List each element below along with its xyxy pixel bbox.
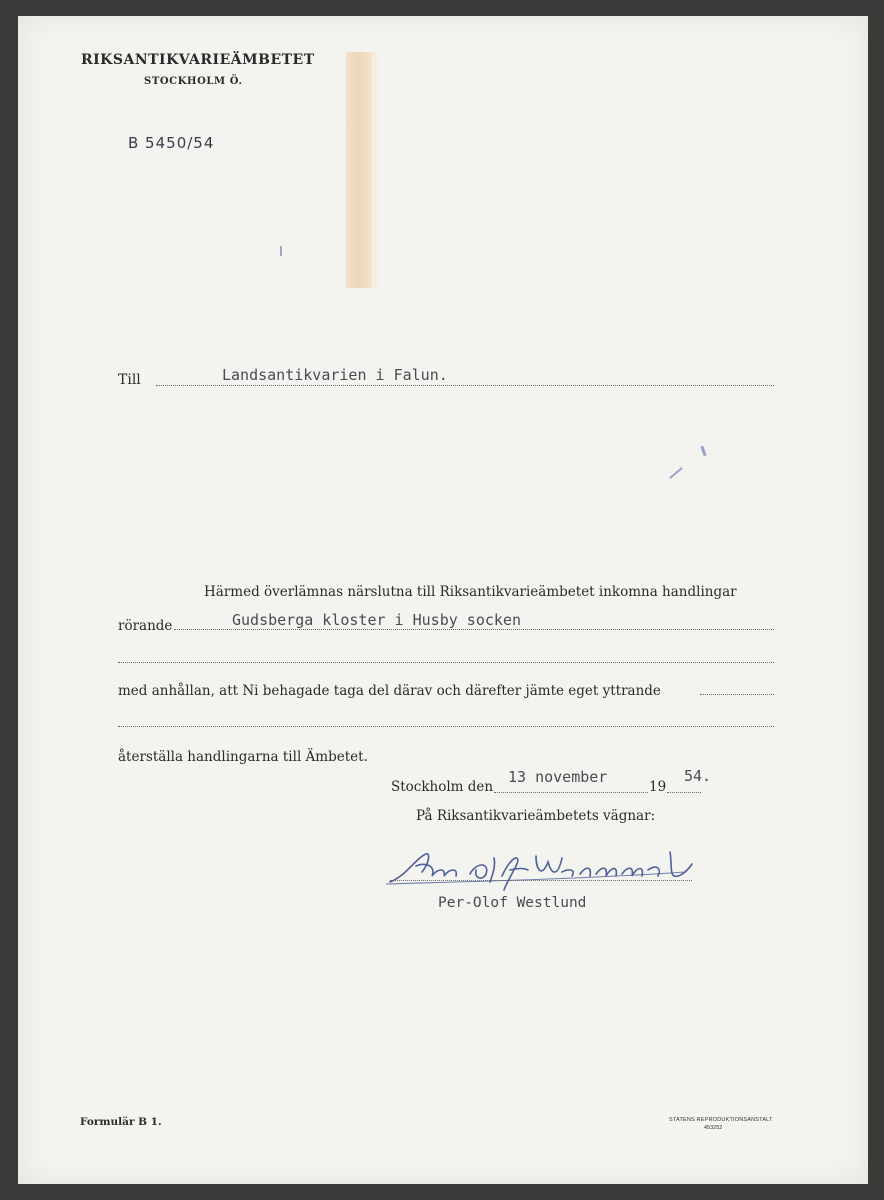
date-value: 13 november [508,768,608,786]
recipient-label: Till [118,372,141,388]
document-page [18,16,868,1184]
on-behalf-text: På Riksantikvarieämbetets vägnar: [416,808,656,824]
ink-mark [280,246,282,256]
dateline-prefix: Stockholm den [391,779,494,795]
signature-line [390,880,692,881]
regarding-value: Gudsberga kloster i Husby socken [232,611,521,629]
request-line [700,694,774,695]
date-line [494,792,648,793]
ink-mark [669,467,683,479]
printer-code: 453252 [704,1125,723,1131]
ink-mark [700,446,706,456]
form-label: Formulär B 1. [80,1116,162,1128]
org-city: STOCKHOLM Ö. [144,76,243,87]
request-text: med anhållan, att Ni behagade taga del därav och därefter jämte eget yttrande [118,683,661,699]
typed-name: Per-Olof Westlund [438,895,587,911]
signature-graphic [386,846,696,894]
org-name: RIKSANTIKVARIEÄMBETET [81,52,315,68]
return-text: återställa handlingarna till Ämbetet. [118,749,368,765]
regarding-line [174,629,774,630]
regarding-label: rörande [118,618,173,634]
year-line [667,792,701,793]
blank-line-2 [118,726,774,727]
dateline-year: 54. [684,767,712,785]
recipient-value: Landsantikvarien i Falun. [222,366,448,384]
reference-number: B 5450/54 [128,134,215,152]
handwritten-signature [386,846,696,894]
recipient-line [156,385,774,386]
printer-name: STATENS REPRODUKTIONSANSTALT [669,1117,773,1123]
intro-text: Härmed överlämnas närslutna till Riksantikvarieämbetet inkomna handlingar [204,584,737,600]
dateline-century: 19 [649,779,667,795]
tape-highlight [372,52,382,288]
blank-line-1 [118,662,774,663]
